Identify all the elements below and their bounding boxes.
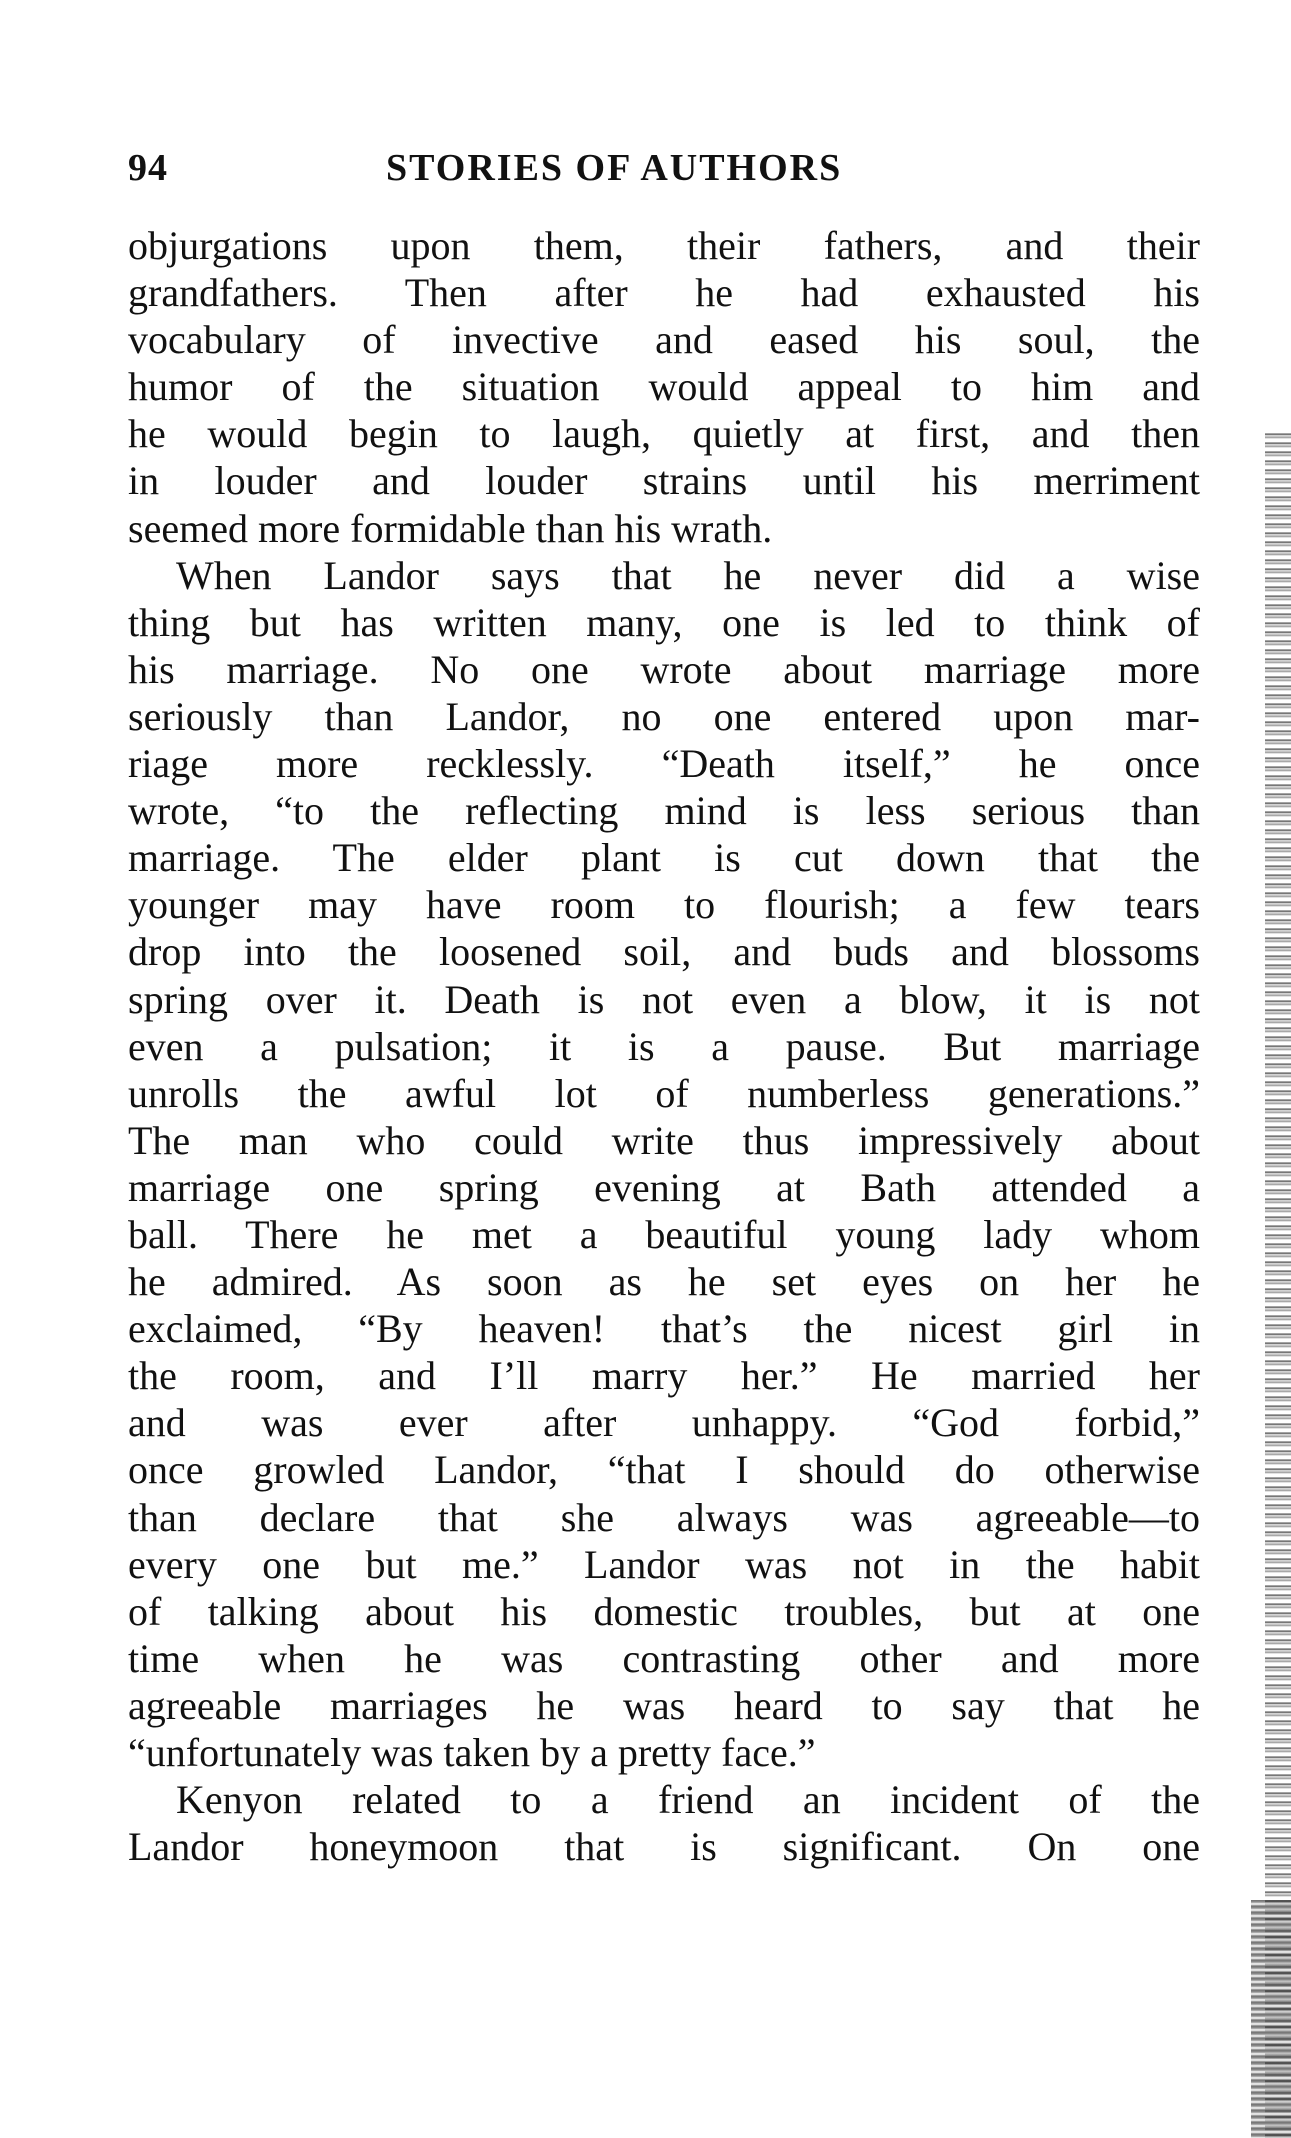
text-line: vocabulary of invective and eased his soul, the — [128, 317, 1200, 363]
text-line: unrolls the awful lot of numberless generations.” — [128, 1070, 1200, 1116]
text-line: even a pulsation; it is a pause. But marriage — [128, 1023, 1200, 1069]
text-line: and was ever after unhappy. “God forbid,” — [128, 1400, 1200, 1446]
text-line: seriously than Landor, no one entered upon mar- — [128, 693, 1200, 739]
text-line: in louder and louder strains until his merriment — [128, 458, 1200, 504]
page-edge-shadow — [1265, 430, 1291, 2138]
text-line: exclaimed, “By heaven! that’s the nicest girl in — [128, 1306, 1200, 1352]
text-line: riage more recklessly. “Death itself,” he once — [128, 741, 1200, 787]
text-line: the room, and I’ll marry her.” He married her — [128, 1353, 1200, 1399]
text-line: grandfathers. Then after he had exhausted his — [128, 270, 1200, 316]
text-line: “unfortunately was taken by a pretty face.” — [128, 1730, 816, 1775]
text-line: marriage. The elder plant is cut down that the — [128, 835, 1200, 881]
text-line: drop into the loosened soil, and buds and blossoms — [128, 929, 1200, 975]
text-line: agreeable marriages he was heard to say that he — [128, 1682, 1200, 1728]
text-line: When Landor says that he never did a wise — [176, 552, 1200, 598]
text-line: objurgations upon them, their fathers, and their — [128, 223, 1200, 268]
text-line: ball. There he met a beautiful young lady whom — [128, 1211, 1200, 1257]
text-line: younger may have room to flourish; a few tears — [128, 882, 1200, 928]
text-line: he would begin to laugh, quietly at first, and then — [128, 411, 1200, 457]
page-corner-shadow — [1251, 1900, 1291, 2138]
text-line: thing but has written many, one is led to think of — [128, 599, 1200, 645]
text-line: time when he was contrasting other and more — [128, 1635, 1200, 1681]
text-line: once growled Landor, “that I should do otherwise — [128, 1447, 1200, 1493]
text-line: seemed more formidable than his wrath. — [128, 505, 773, 551]
text-line: his marriage. No one wrote about marriage more — [128, 646, 1200, 692]
text-line: The man who could write thus impressively about — [128, 1117, 1200, 1163]
running-title: STORIES OF AUTHORS — [386, 147, 843, 189]
text-line: spring over it. Death is not even a blow, it is not — [128, 976, 1200, 1022]
text-line: wrote, “to the reflecting mind is less serious than — [128, 788, 1200, 834]
text-line: of talking about his domestic troubles, but at one — [128, 1588, 1200, 1634]
text-line: marriage one spring evening at Bath attended a — [128, 1164, 1200, 1210]
page-number: 94 — [128, 147, 168, 189]
text-line: he admired. As soon as he set eyes on her he — [128, 1259, 1200, 1305]
body-text — [128, 222, 1200, 1870]
text-line: Landor honeymoon that is significant. On one — [128, 1824, 1200, 1870]
text-line: Kenyon related to a friend an incident of the — [176, 1777, 1200, 1823]
text-line: than declare that she always was agreeable—to — [128, 1494, 1200, 1540]
running-header — [128, 146, 1128, 196]
text-line: humor of the situation would appeal to him and — [128, 364, 1200, 410]
text-line: every one but me.” Landor was not in the habit — [128, 1541, 1200, 1587]
